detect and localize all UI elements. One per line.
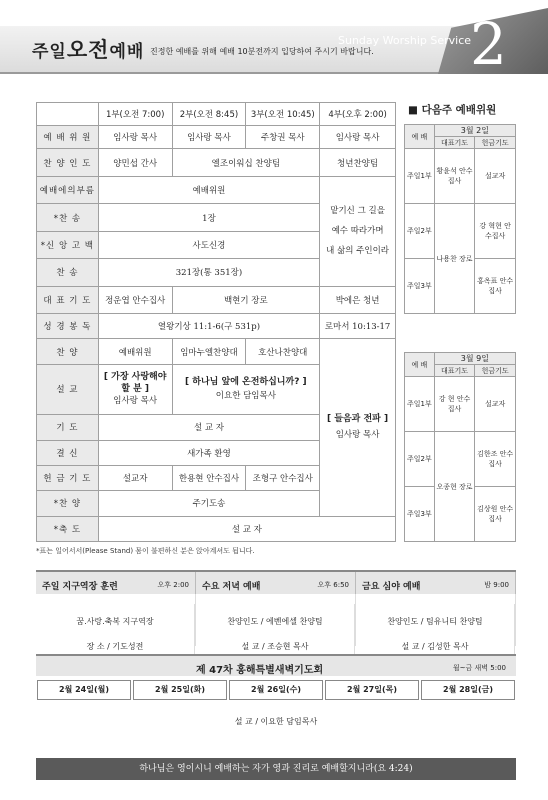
- footnote: *표는 일어서서(Please Stand) 몸이 불편하신 분은 앉아계셔도 됩니다.: [36, 547, 255, 555]
- row-label: 예 배 위 원: [37, 126, 99, 149]
- cell: 설교자: [475, 377, 516, 432]
- cell: 양민섭 간사: [98, 149, 172, 176]
- event-2-detail: 찬양인도 / 에벤에셀 찬양팀 설 교 / 조승현 목사: [196, 594, 356, 646]
- cell: 임사랑 목사: [98, 126, 172, 149]
- col-header: 헌금기도: [475, 137, 516, 149]
- seminar-days: [36, 680, 516, 700]
- cell: 청년찬양팀: [320, 149, 396, 176]
- row-label: *찬 송: [37, 204, 99, 231]
- cell: 조형구 안수집사: [246, 465, 320, 490]
- bible-verse: 하나님은 영이시니 예배하는 자가 영과 진리로 예배할지니라(요 4:24): [36, 758, 516, 780]
- date-header: 3월 9일: [434, 353, 515, 365]
- next-week-table-2: [404, 352, 516, 542]
- service-4-song-cell: 맡기신 그 길을 예수 따라가며 내 삶의 주인이라: [320, 176, 396, 286]
- row-label: 찬 송: [37, 259, 99, 286]
- row-label: 헌 금 기 도: [37, 465, 99, 490]
- row-label: 주일3부: [405, 259, 435, 314]
- col-header: 헌금기도: [475, 365, 516, 377]
- row-label: 성 경 봉 독: [37, 314, 99, 339]
- service-4-header: 4부(오후 2:00): [320, 103, 396, 126]
- page-number: 2: [470, 10, 507, 78]
- cell: 열왕기상 11:1-6(구 531p): [98, 314, 319, 339]
- seminar-bar: [36, 654, 516, 676]
- seminar-title: 제 47차 홍해특별새벽기도회: [196, 665, 324, 676]
- cell: 설교자: [98, 465, 172, 490]
- row-label: *찬 양: [37, 491, 99, 516]
- cell: 설 교 자: [98, 516, 395, 541]
- cell: 강 현 안수집사: [434, 377, 475, 432]
- cell: 홍옥표 안수집사: [475, 259, 516, 314]
- day-2: 2월 25일(화): [133, 680, 227, 700]
- header-english-title: Sunday Worship Service: [338, 34, 472, 47]
- cell: 황윤석 안수집사: [434, 149, 475, 204]
- row-label: 찬 양: [37, 339, 99, 364]
- cell: 설교자: [475, 149, 516, 204]
- next-week-title: ■ 다음주 예배위원: [408, 104, 497, 116]
- event-1-title: 주일 지구역장 훈련 오후 2:00: [36, 572, 196, 594]
- row-label: 주일2부: [405, 204, 435, 259]
- col-header: 대표기도: [434, 137, 475, 149]
- cell: 강 혁현 안수집사: [475, 204, 516, 259]
- cell: 한용현 안수집사: [172, 465, 246, 490]
- service-3-header: 3부(오전 10:45): [246, 103, 320, 126]
- day-4: 2월 27일(목): [325, 680, 419, 700]
- cell: 사도신경: [98, 231, 319, 258]
- cell: 주창권 목사: [246, 126, 320, 149]
- date-header: 3월 2일: [434, 125, 515, 137]
- page-header: [0, 0, 548, 78]
- cell: 나용찬 장로: [434, 204, 475, 314]
- cell: 김상원 안수집사: [475, 487, 516, 542]
- row-label: 대 표 기 도: [37, 286, 99, 313]
- service-23-sermon-cell: [ 하나님 앞에 온전하십니까? ] 이요한 담임목사: [172, 364, 320, 415]
- worship-order-table: [36, 102, 396, 542]
- row-label: 찬 양 인 도: [37, 149, 99, 176]
- event-1-detail: 꿈.사랑.축복 지구역장 장 소 / 기도성전: [36, 594, 196, 646]
- event-3-title: 금요 심야 예배 밤 9:00: [356, 572, 516, 594]
- cell: 임마누엘찬양대: [172, 339, 246, 364]
- cell: 오종현 장로: [434, 432, 475, 542]
- col-header: 대표기도: [434, 365, 475, 377]
- day-3: 2월 26일(수): [229, 680, 323, 700]
- row-label: *신 앙 고 백: [37, 231, 99, 258]
- event-2-title: 수요 저녁 예배 오후 6:50: [196, 572, 356, 594]
- cell: 주기도송: [98, 491, 319, 516]
- day-1: 2월 24일(월): [37, 680, 131, 700]
- row-label: 주일1부: [405, 377, 435, 432]
- cell: 예배위원: [98, 176, 319, 203]
- header-notice: 진정한 예배를 위해 예배 10분전까지 입당하여 주시기 바랍니다.: [150, 47, 374, 56]
- row-label: 설 교: [37, 364, 99, 415]
- cell: 새가족 환영: [98, 440, 319, 465]
- row-label: 예배에의부름: [37, 176, 99, 203]
- cell: 임사랑 목사: [320, 126, 396, 149]
- cell: 김한조 안수집사: [475, 432, 516, 487]
- service-1-header: 1부(오전 7:00): [98, 103, 172, 126]
- next-week-table-1: [404, 124, 516, 314]
- cell: 박에은 청년: [320, 286, 396, 313]
- cell: 호산나찬양대: [246, 339, 320, 364]
- cell: 예배위원: [98, 339, 172, 364]
- row-label: 기 도: [37, 415, 99, 440]
- seminar-schedule: 월~금 새벽 5:00: [452, 664, 506, 672]
- event-3-detail: 찬양인도 / 팀유니티 찬양팀 설 교 / 김성한 목사: [356, 594, 516, 646]
- row-label: 예 배: [405, 125, 435, 149]
- row-label: 주일3부: [405, 487, 435, 542]
- row-label: 주일1부: [405, 149, 435, 204]
- cell: 엘조이워십 찬양팀: [172, 149, 320, 176]
- seminar-preacher: 설 교 / 이요한 담임목사: [234, 717, 318, 726]
- row-label: 결 신: [37, 440, 99, 465]
- cell: 설 교 자: [98, 415, 319, 440]
- row-label: 예 배: [405, 353, 435, 377]
- service-1-sermon-cell: [ 가장 사랑해야 할 분 ] 임사랑 목사: [98, 364, 172, 415]
- cell: 임사랑 목사: [172, 126, 246, 149]
- cell: 1장: [98, 204, 319, 231]
- day-5: 2월 28일(금): [421, 680, 515, 700]
- cell: 로마서 10:13-17: [320, 314, 396, 339]
- page-title: 주일오전예배: [32, 38, 145, 62]
- cell: 백현기 장로: [172, 286, 320, 313]
- row-label: 주일2부: [405, 432, 435, 487]
- cell: 정운엽 안수집사: [98, 286, 172, 313]
- row-label: *축 도: [37, 516, 99, 541]
- cell: 321장(통 351장): [98, 259, 319, 286]
- weekly-events: [36, 570, 516, 651]
- service-2-header: 2부(오전 8:45): [172, 103, 246, 126]
- corner-cell: [37, 103, 99, 126]
- service-4-sermon-cell: [ 들음과 전파 ] 임사랑 목사: [320, 339, 396, 516]
